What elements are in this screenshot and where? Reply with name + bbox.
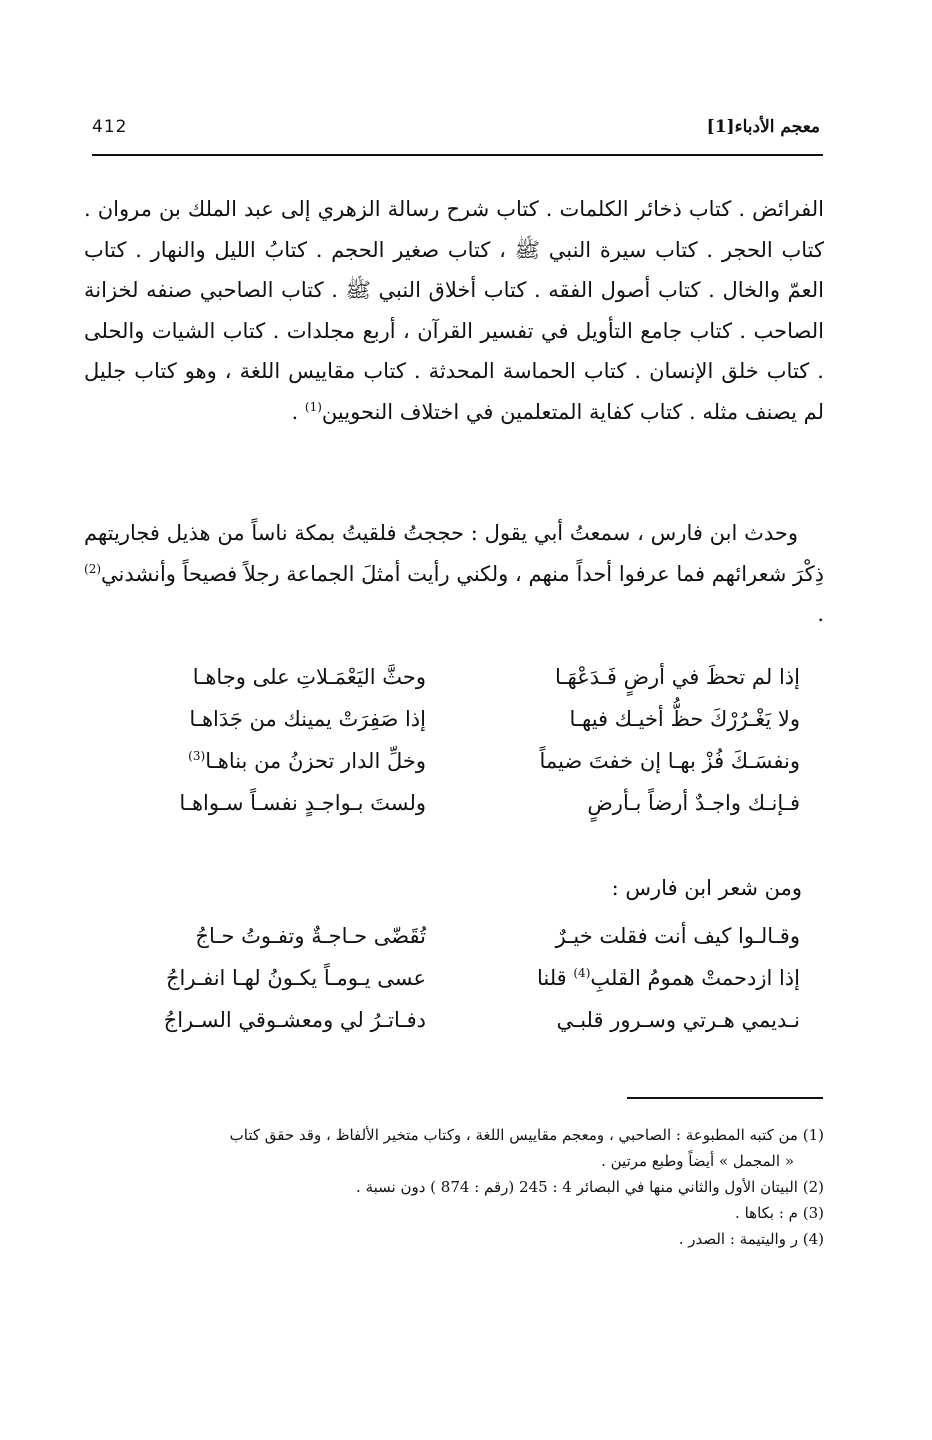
page-header	[92, 117, 820, 149]
footnote-4: (4) ر واليتيمة : الصدر .	[678, 1230, 824, 1248]
page-number: 412	[92, 117, 128, 137]
hemistich-text: إذا ازدحمتْ همومُ القلبِ	[590, 966, 800, 990]
footnote-ref-1: (1)	[304, 399, 322, 414]
paragraph-text: الفرائض . كتاب ذخائر الكلمات . كتاب شرح رسالة الزهري إلى عبد الملك بن مروان . كتاب الحجر . كتاب سيرة النبي ﷺ ، كتاب صغير الحجم . كتابُ الليل والنهار . كتاب العمّ والخال . كتاب أصول الفقه . كتاب أخلاق النبي ﷺ . كتاب الصاحبي صنفه لخزانة الصاحب . كتاب جامع التأويل في تفسير القرآن ، أربع مجلدات . كتاب الشيات والحلى . كتاب خلق الإنسان . كتاب الحماسة المحدثة . كتاب مقاييس اللغة ، وهو كتاب جليل لم يصنف مثله . كتاب كفاية المتعلمين في اختلاف النحويين	[84, 197, 824, 424]
poem-verse	[130, 665, 800, 707]
footnote-1: (1) من كتبه المطبوعة : الصاحبي ، ومعجم مقاييس اللغة ، وكتاب متخير الألفاظ ، وقد حقق كتاب	[229, 1126, 824, 1144]
poem-verse	[130, 924, 800, 966]
footnote-ref-3: (3)	[188, 749, 206, 763]
running-title: معجم الأدباء[1]	[706, 117, 820, 137]
poem-1	[130, 665, 800, 833]
poem-intro: ومن شعر ابن فارس :	[611, 876, 802, 900]
poem-verse	[130, 749, 800, 791]
poem-2	[130, 924, 800, 1050]
verse-second-hemistich	[126, 749, 426, 773]
verse-second-hemistich: تُقَضّى حـاجـةٌ وتفـوتُ حـاجُ	[195, 924, 426, 948]
paragraph-text: وحدث ابن فارس ، سمعتُ أبي يقول : حججتُ فلقيتُ بمكة ناساً من هذيل فجاريتهم ذِكْرَ شعرائهم فما عرفوا أحداً منهم ، ولكني رأيت أمثلَ الجماعة رجلاً فصيحاً وأنشدني	[84, 521, 824, 586]
verse-first-hemistich: ونفسَـكَ فُزْ بهـا إن خفتَ ضيماً	[539, 749, 800, 773]
hemistich-text: وخلِّ الدار تحزنُ من بناهـا	[205, 749, 426, 773]
verse-first-hemistich: إذا لم تحظَ في أرضٍ فَـدَعْهَـا	[555, 665, 800, 689]
footnote-ref-2: (2)	[84, 561, 102, 576]
footnotes	[90, 1122, 824, 1252]
verse-second-hemistich: عسى يـومـاً يكـونُ لهـا انفـراجُ	[165, 966, 426, 990]
hemistich-tail: قلنا	[536, 966, 574, 990]
verse-first-hemistich: فـإنـك واجـدٌ أرضاً بـأرضٍ	[587, 791, 800, 815]
verse-first-hemistich: نـديمي هـرتي وسـرور قلبـي	[556, 1008, 800, 1032]
verse-second-hemistich: ولستَ بـواجـدٍ نفسـاً سـواهـا	[179, 791, 426, 815]
paragraph-tail: .	[291, 399, 305, 424]
poem-verse	[130, 791, 800, 833]
body-paragraph-2	[84, 513, 824, 635]
footnote-rule	[627, 1097, 823, 1099]
poem-verse	[130, 707, 800, 749]
footnote-1-continuation: « المجمل » أيضاً وطبع مرتين .	[601, 1152, 794, 1170]
verse-first-hemistich	[500, 966, 800, 990]
body-paragraph-1	[84, 189, 824, 432]
verse-first-hemistich: ولا يَغْـرُرْكَ حظُّ أخيـك فيهـا	[569, 707, 800, 731]
footnote-2: (2) البيتان الأول والثاني منها في البصائر 4 : 245 (رقم : 874 ) دون نسبة .	[356, 1178, 824, 1196]
footnote-3: (3) م : بكاها .	[735, 1204, 824, 1222]
verse-first-hemistich: وقـالـوا كيف أنت فقلت خيـرٌ	[555, 924, 800, 948]
poem-verse	[130, 1008, 800, 1050]
paragraph-tail: .	[817, 602, 824, 626]
poem-verse	[130, 966, 800, 1008]
header-rule	[92, 154, 823, 156]
footnote-ref-4: (4)	[573, 966, 591, 980]
verse-second-hemistich: دفـاتـرُ لي ومعشـوقي السـراجُ	[163, 1008, 426, 1032]
verse-second-hemistich: إذا صَفِرَتْ يمينك من جَدَاهـا	[189, 707, 426, 731]
verse-second-hemistich: وحثَّ اليَعْمَـلاتِ على وجاهـا	[192, 665, 426, 689]
